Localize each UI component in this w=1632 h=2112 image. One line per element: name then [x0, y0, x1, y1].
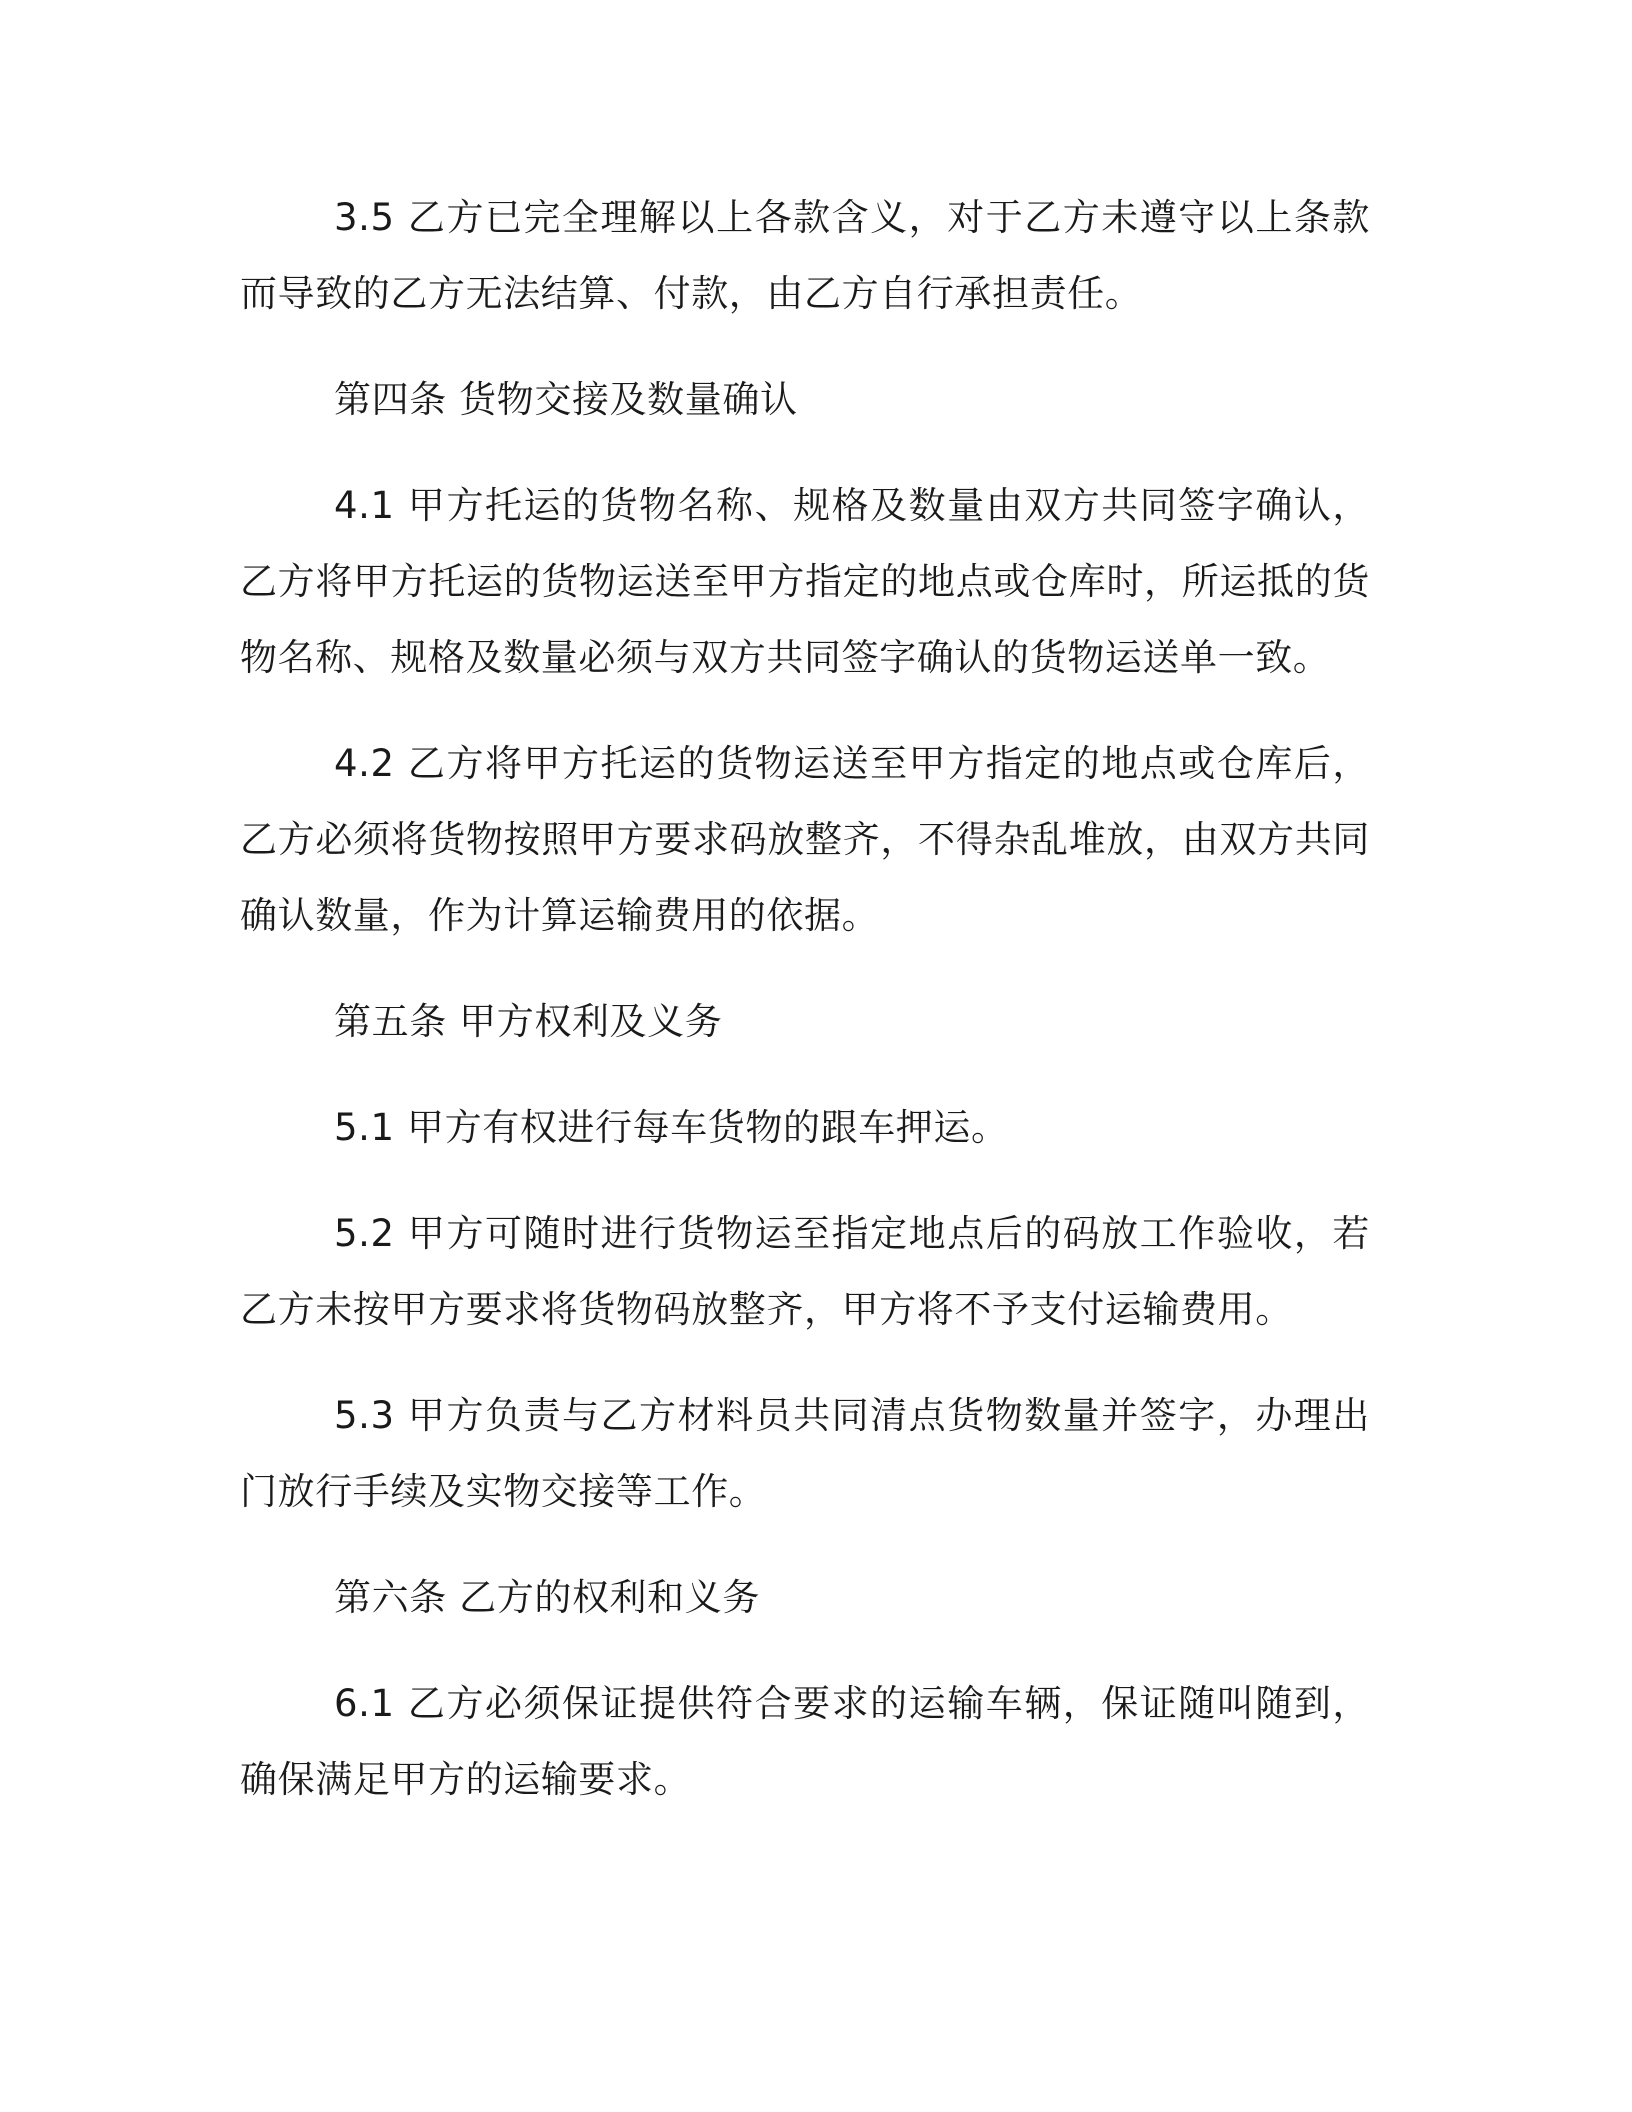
clause-4-2: 4.2 乙方将甲方托运的货物运送至甲方指定的地点或仓库后，乙方必须将货物按照甲方要求码放整齐，不得杂乱堆放，由双方共同确认数量，作为计算运输费用的依据。 — [240, 742, 1370, 937]
document-page — [240, 180, 1370, 1848]
article-4-heading: 第四条 货物交接及数量确认 — [334, 378, 798, 421]
clause-5-2: 5.2 甲方可随时进行货物运至指定地点后的码放工作验收，若乙方未按甲方要求将货物码放整齐，甲方将不予支付运输费用。 — [240, 1212, 1370, 1331]
clause-5-1: 5.1 甲方有权进行每车货物的跟车押运。 — [334, 1106, 1009, 1149]
clause-3-5: 3.5 乙方已完全理解以上各款含义，对于乙方未遵守以上条款而导致的乙方无法结算、付款，由乙方自行承担责任。 — [240, 196, 1370, 315]
clause-4-1: 4.1 甲方托运的货物名称、规格及数量由双方共同签字确认，乙方将甲方托运的货物运送至甲方指定的地点或仓库时，所运抵的货物名称、规格及数量必须与双方共同签字确认的货物运送单一致。 — [240, 484, 1370, 679]
article-5-heading: 第五条 甲方权利及义务 — [334, 1000, 723, 1043]
clause-6-1: 6.1 乙方必须保证提供符合要求的运输车辆，保证随叫随到，确保满足甲方的运输要求。 — [240, 1682, 1370, 1801]
article-6-heading: 第六条 乙方的权利和义务 — [334, 1576, 760, 1619]
clause-5-3: 5.3 甲方负责与乙方材料员共同清点货物数量并签字，办理出门放行手续及实物交接等工作。 — [240, 1394, 1370, 1513]
